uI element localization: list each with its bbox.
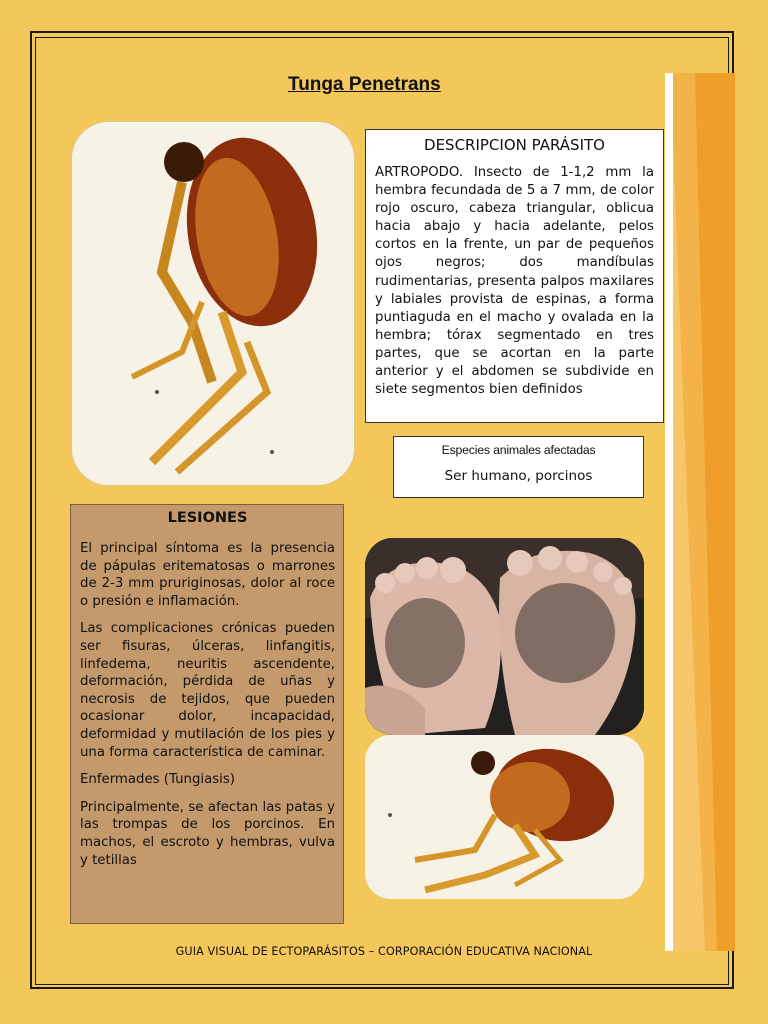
species-box <box>393 436 644 498</box>
lesions-panel <box>70 504 344 924</box>
species-value: Ser humano, porcinos <box>444 468 593 484</box>
lesions-paragraph: Las complicaciones crónicas pueden ser fisuras, úlceras, linfangitis, linfedema, neuritis ascendente, deformación, pérdida de uñas y necrosis de tejidos, que pueden ocasionar dolor, incapacidad, deformidad y mutilación de los pies y una forma característica de caminar. <box>80 621 335 760</box>
lesions-paragraph: Principalmente, se afectan las patas y las trompas de los porcinos. En machos, el escroto y hembras, vulva y tetillas <box>80 799 335 868</box>
infested-feet-photo <box>365 538 644 735</box>
flea-photo-main <box>71 121 355 486</box>
description-text: ARTROPODO. Insecto de 1-1,2 mm la hembra fecundada de 5 a 7 mm, de color rojo oscuro, cabeza triangular, oblicua hacia abajo y hacia adelante, pelos cortos en la frente, un par de pequeños ojos negros; dos mandíbulas rudimentarias, presenta palpos maxilares y labiales provista de espinas, a forma puntiaguda en el macho y ovalada en la hembra; tórax segmentado en tres partes, que se acortan en la parte anterior y el abdomen se subdivide en siete segmentos bien definidos <box>375 165 654 398</box>
description-heading: DESCRIPCION PARÁSITO <box>424 136 605 154</box>
species-label: Especies animales afectadas <box>441 443 596 457</box>
page-title: Tunga Penetrans <box>288 74 441 95</box>
lesions-heading: LESIONES <box>167 510 248 526</box>
lesions-paragraph: Enfermades (Tungiasis) <box>80 772 235 788</box>
description-box <box>365 129 664 423</box>
decorative-side-stripes <box>665 73 735 951</box>
flea-photo-secondary <box>365 735 644 899</box>
footer-text: GUIA VISUAL DE ECTOPARÁSITOS – CORPORACIÓN EDUCATIVA NACIONAL <box>175 945 593 958</box>
lesions-paragraph: El principal síntoma es la presencia de pápulas eritematosas o marrones de 2-3 mm pruriginosas, dolor al roce o presión e inflamación. <box>80 541 335 609</box>
